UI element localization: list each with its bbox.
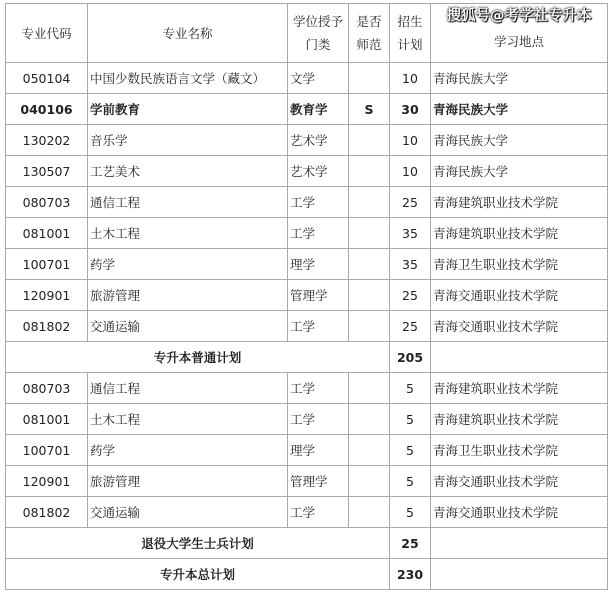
table-row [6, 94, 608, 125]
cell-plan: 25 [390, 311, 431, 342]
veteran-total-value: 25 [390, 528, 431, 559]
header-name: 专业名称 [88, 4, 288, 63]
table-row [6, 249, 608, 280]
cell-location: 青海建筑职业技术学院 [431, 218, 608, 249]
cell-location: 青海建筑职业技术学院 [431, 187, 608, 218]
grand-total-blank [431, 559, 608, 590]
cell-location: 青海交通职业技术学院 [431, 280, 608, 311]
cell-degree: 管理学 [288, 280, 349, 311]
header-location-cell [431, 4, 608, 63]
cell-name: 中国少数民族语言文学（藏文） [88, 63, 288, 94]
table-row [6, 497, 608, 528]
cell-degree: 文学 [288, 63, 349, 94]
cell-plan: 10 [390, 125, 431, 156]
cell-normal [349, 497, 390, 528]
table-row [6, 280, 608, 311]
cell-location: 青海交通职业技术学院 [431, 311, 608, 342]
cell-normal [349, 404, 390, 435]
cell-code: 120901 [6, 466, 88, 497]
cell-name: 旅游管理 [88, 280, 288, 311]
cell-name: 音乐学 [88, 125, 288, 156]
cell-code: 100701 [6, 435, 88, 466]
cell-degree: 理学 [288, 249, 349, 280]
cell-degree: 工学 [288, 497, 349, 528]
cell-normal [349, 63, 390, 94]
cell-normal [349, 311, 390, 342]
cell-name: 土木工程 [88, 218, 288, 249]
regular-total-label: 专升本普通计划 [6, 342, 390, 373]
cell-plan: 35 [390, 218, 431, 249]
cell-plan: 25 [390, 187, 431, 218]
table-row [6, 466, 608, 497]
cell-plan: 5 [390, 435, 431, 466]
cell-code: 050104 [6, 63, 88, 94]
veteran-total-row [6, 528, 608, 559]
cell-location: 青海民族大学 [431, 63, 608, 94]
cell-degree: 艺术学 [288, 125, 349, 156]
regular-total-row [6, 342, 608, 373]
cell-degree: 工学 [288, 404, 349, 435]
cell-plan: 5 [390, 466, 431, 497]
header-row [6, 4, 608, 63]
enrollment-plan-table [5, 3, 608, 590]
cell-code: 100701 [6, 249, 88, 280]
cell-normal: S [349, 94, 390, 125]
cell-name: 通信工程 [88, 187, 288, 218]
cell-location: 青海民族大学 [431, 94, 608, 125]
cell-code: 130507 [6, 156, 88, 187]
cell-location: 青海民族大学 [431, 156, 608, 187]
cell-normal [349, 187, 390, 218]
cell-normal [349, 125, 390, 156]
cell-location: 青海交通职业技术学院 [431, 497, 608, 528]
cell-normal [349, 280, 390, 311]
header-degree: 学位授予门类 [288, 4, 349, 63]
cell-location: 青海卫生职业技术学院 [431, 249, 608, 280]
cell-normal [349, 435, 390, 466]
cell-plan: 30 [390, 94, 431, 125]
cell-code: 081001 [6, 218, 88, 249]
cell-name: 药学 [88, 249, 288, 280]
cell-name: 药学 [88, 435, 288, 466]
grand-total-label: 专升本总计划 [6, 559, 390, 590]
cell-plan: 35 [390, 249, 431, 280]
cell-normal [349, 249, 390, 280]
table-row [6, 373, 608, 404]
cell-code: 120901 [6, 280, 88, 311]
header-plan: 招生计划 [390, 4, 431, 63]
cell-degree: 艺术学 [288, 156, 349, 187]
table-row [6, 404, 608, 435]
cell-code: 081802 [6, 311, 88, 342]
table-row [6, 156, 608, 187]
watermark: 搜狐号@考学社专升本 [446, 8, 592, 24]
cell-degree: 工学 [288, 373, 349, 404]
cell-code: 080703 [6, 373, 88, 404]
cell-name: 工艺美术 [88, 156, 288, 187]
cell-plan: 10 [390, 156, 431, 187]
cell-degree: 工学 [288, 218, 349, 249]
cell-degree: 理学 [288, 435, 349, 466]
grand-total-row [6, 559, 608, 590]
cell-degree: 工学 [288, 187, 349, 218]
table-row [6, 218, 608, 249]
cell-normal [349, 156, 390, 187]
cell-name: 学前教育 [88, 94, 288, 125]
cell-name: 旅游管理 [88, 466, 288, 497]
cell-degree: 教育学 [288, 94, 349, 125]
regular-plan-body [6, 63, 608, 342]
regular-total-value: 205 [390, 342, 431, 373]
cell-normal [349, 218, 390, 249]
cell-location: 青海交通职业技术学院 [431, 466, 608, 497]
cell-normal [349, 373, 390, 404]
cell-location: 青海民族大学 [431, 125, 608, 156]
cell-plan: 5 [390, 497, 431, 528]
cell-code: 081802 [6, 497, 88, 528]
cell-code: 040106 [6, 94, 88, 125]
regular-total-blank [431, 342, 608, 373]
veteran-plan-body [6, 373, 608, 528]
cell-name: 交通运输 [88, 311, 288, 342]
cell-plan: 5 [390, 373, 431, 404]
cell-plan: 5 [390, 404, 431, 435]
cell-code: 130202 [6, 125, 88, 156]
cell-location: 青海建筑职业技术学院 [431, 404, 608, 435]
veteran-total-blank [431, 528, 608, 559]
cell-degree: 管理学 [288, 466, 349, 497]
cell-normal [349, 466, 390, 497]
header-code: 专业代码 [6, 4, 88, 63]
cell-name: 土木工程 [88, 404, 288, 435]
table-row [6, 435, 608, 466]
cell-location: 青海建筑职业技术学院 [431, 373, 608, 404]
cell-name: 通信工程 [88, 373, 288, 404]
cell-code: 080703 [6, 187, 88, 218]
cell-plan: 10 [390, 63, 431, 94]
header-location: 学习地点 [493, 34, 544, 49]
header-normal: 是否师范 [349, 4, 390, 63]
table-row [6, 187, 608, 218]
cell-degree: 工学 [288, 311, 349, 342]
table-row [6, 63, 608, 94]
veteran-total-label: 退役大学生士兵计划 [6, 528, 390, 559]
grand-total-value: 230 [390, 559, 431, 590]
table-row [6, 311, 608, 342]
cell-name: 交通运输 [88, 497, 288, 528]
table-row [6, 125, 608, 156]
cell-code: 081001 [6, 404, 88, 435]
cell-location: 青海卫生职业技术学院 [431, 435, 608, 466]
cell-plan: 25 [390, 280, 431, 311]
